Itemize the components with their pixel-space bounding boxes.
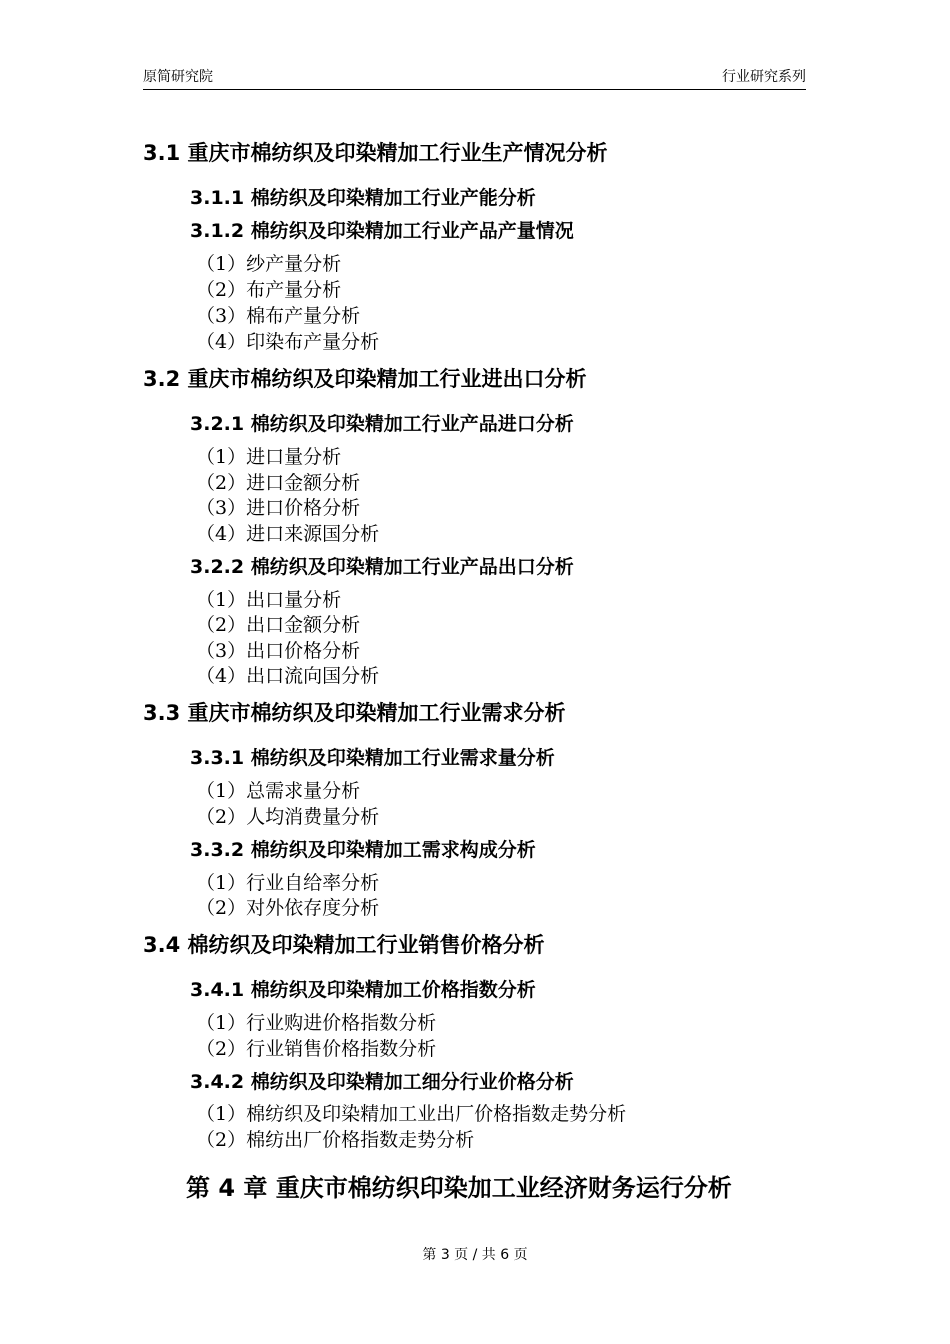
toc-item: （1）行业购进价格指数分析 bbox=[196, 1012, 437, 1034]
toc-item: （2）出口金额分析 bbox=[196, 614, 361, 636]
toc-item: （3）棉布产量分析 bbox=[196, 305, 361, 327]
toc-item: （1）出口量分析 bbox=[196, 589, 342, 611]
toc-item: （4）印染布产量分析 bbox=[196, 331, 380, 353]
toc-subsection: 3.1.2 棉纺织及印染精加工行业产品产量情况 bbox=[190, 220, 574, 242]
toc-item: （2）进口金额分析 bbox=[196, 472, 361, 494]
toc-item: （4）出口流向国分析 bbox=[196, 665, 380, 687]
toc-item: （1）行业自给率分析 bbox=[196, 872, 380, 894]
toc-item: （3）出口价格分析 bbox=[196, 640, 361, 662]
toc-section: 3.3 重庆市棉纺织及印染精加工行业需求分析 bbox=[143, 701, 566, 725]
toc-item: （1）纱产量分析 bbox=[196, 253, 342, 275]
toc-subsection: 3.2.2 棉纺织及印染精加工行业产品出口分析 bbox=[190, 556, 574, 578]
toc-subsection: 3.2.1 棉纺织及印染精加工行业产品进口分析 bbox=[190, 413, 574, 435]
toc-item: （4）进口来源国分析 bbox=[196, 523, 380, 545]
toc-item: （2）对外依存度分析 bbox=[196, 897, 380, 919]
page-header bbox=[143, 64, 806, 90]
header-left-label: 原简研究院 bbox=[143, 69, 213, 85]
toc-subsection: 3.4.1 棉纺织及印染精加工价格指数分析 bbox=[190, 979, 536, 1001]
toc-item: （2）行业销售价格指数分析 bbox=[196, 1038, 437, 1060]
toc-item: （1）总需求量分析 bbox=[196, 780, 361, 802]
page-footer: 第 3 页 / 共 6 页 bbox=[422, 1247, 528, 1263]
toc-subsection: 3.3.2 棉纺织及印染精加工需求构成分析 bbox=[190, 839, 536, 861]
toc-section: 3.2 重庆市棉纺织及印染精加工行业进出口分析 bbox=[143, 367, 587, 391]
toc-item: （2）人均消费量分析 bbox=[196, 806, 380, 828]
toc-item: （1）棉纺织及印染精加工业出厂价格指数走势分析 bbox=[196, 1103, 627, 1125]
toc-item: （2）棉纺出厂价格指数走势分析 bbox=[196, 1129, 475, 1151]
toc-subsection: 3.4.2 棉纺织及印染精加工细分行业价格分析 bbox=[190, 1071, 574, 1093]
toc-section: 3.1 重庆市棉纺织及印染精加工行业生产情况分析 bbox=[143, 141, 608, 165]
header-right-label: 行业研究系列 bbox=[722, 69, 806, 85]
chapter-heading: 第 4 章 重庆市棉纺织印染加工业经济财务运行分析 bbox=[186, 1174, 732, 1202]
toc-subsection: 3.3.1 棉纺织及印染精加工行业需求量分析 bbox=[190, 747, 555, 769]
toc-item: （1）进口量分析 bbox=[196, 446, 342, 468]
toc-section: 3.4 棉纺织及印染精加工行业销售价格分析 bbox=[143, 933, 545, 957]
toc-item: （3）进口价格分析 bbox=[196, 497, 361, 519]
toc-subsection: 3.1.1 棉纺织及印染精加工行业产能分析 bbox=[190, 187, 536, 209]
toc-item: （2）布产量分析 bbox=[196, 279, 342, 301]
